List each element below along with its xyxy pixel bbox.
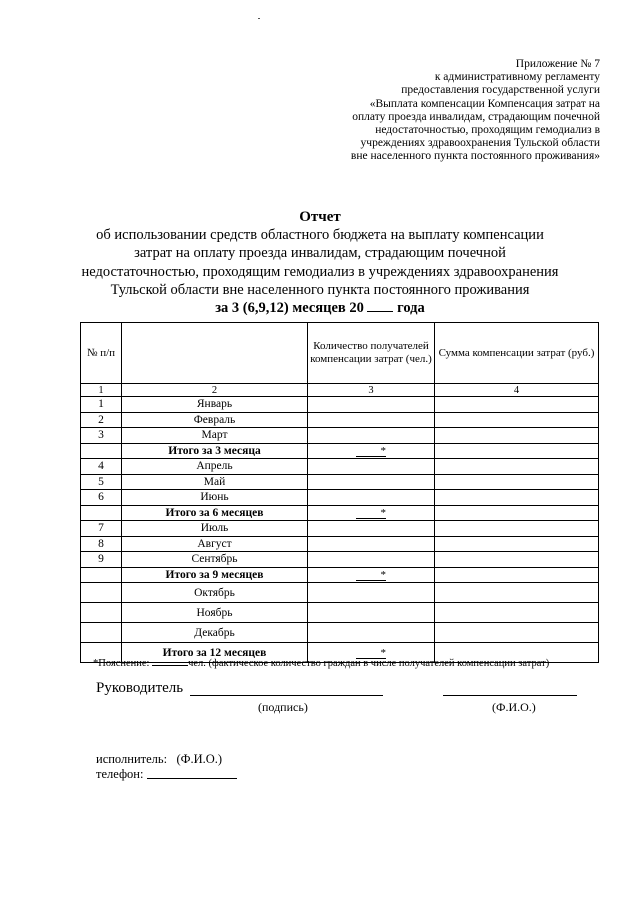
appendix-line: Приложение № 7 [515, 58, 600, 70]
sum-cell[interactable] [435, 490, 599, 506]
heading-line: затрат на оплату проезда инвалидам, страдающим почечной [134, 245, 506, 262]
executor-line [96, 752, 222, 767]
count-cell[interactable] [308, 490, 435, 506]
row-number [81, 603, 122, 623]
count-cell[interactable] [308, 552, 435, 568]
header-count: Количество получателей компенсации затрат (чел.) [308, 323, 435, 384]
row-number [81, 443, 122, 459]
count-cell[interactable] [308, 603, 435, 623]
scan-speck [258, 18, 260, 19]
row-number: 5 [81, 474, 122, 490]
count-cell[interactable] [308, 428, 435, 444]
appendix-block [270, 58, 600, 164]
signature-label: Руководитель [96, 680, 184, 696]
row-number: 9 [81, 552, 122, 568]
row-number [81, 623, 122, 643]
name-line[interactable] [443, 695, 577, 696]
row-number: 6 [81, 490, 122, 506]
table-row [81, 490, 599, 506]
year-blank-field[interactable] [367, 299, 393, 312]
count-cell[interactable] [308, 583, 435, 603]
month-label: Июнь [122, 490, 308, 506]
month-label: Январь [122, 397, 308, 413]
signature-caption: (подпись) [258, 700, 308, 714]
header-name [122, 323, 308, 384]
table-row [81, 521, 599, 537]
month-label: Май [122, 474, 308, 490]
row-number: 1 [81, 397, 122, 413]
count-cell[interactable] [308, 474, 435, 490]
sum-cell[interactable] [435, 428, 599, 444]
report-heading [60, 208, 580, 317]
column-number: 4 [435, 384, 599, 397]
month-label: Сентябрь [122, 552, 308, 568]
column-number: 1 [81, 384, 122, 397]
sum-cell[interactable] [435, 536, 599, 552]
appendix-line: вне населенного пункта постоянного проживания» [350, 150, 600, 163]
report-period [60, 299, 580, 317]
footnote-blank-field[interactable] [152, 656, 188, 666]
period-prefix: за 3 (6,9,12) месяцев 20 [215, 300, 364, 317]
column-number: 2 [122, 384, 308, 397]
total-marker: * [356, 508, 386, 519]
report-title: Отчет [299, 209, 341, 225]
table-row [81, 623, 599, 643]
appendix-line: к административному регламенту [434, 71, 600, 84]
period-suffix: года [397, 300, 425, 317]
table-row [81, 428, 599, 444]
heading-line: недостаточностью, проходящим гемодиализ в учреждениях здравоохранения [81, 263, 559, 280]
sum-cell[interactable] [435, 459, 599, 475]
column-number-row [81, 384, 599, 397]
phone-field[interactable] [147, 778, 237, 779]
month-label: Октябрь [122, 583, 308, 603]
phone-label: телефон: [96, 767, 144, 781]
footnote-text: чел. (фактическое количество граждан в числе получателей компенсации затрат) [188, 658, 550, 669]
table-header-row [81, 323, 599, 384]
total-label: Итого за 3 месяца [122, 443, 308, 459]
sum-cell[interactable] [435, 521, 599, 537]
appendix-line: оплату проезда инвалидам, страдающим почечной [352, 110, 600, 123]
total-marker: * [356, 648, 386, 659]
row-number: 7 [81, 521, 122, 537]
month-label: Июль [122, 521, 308, 537]
total-label: Итого за 6 месяцев [122, 505, 308, 521]
count-cell[interactable] [308, 521, 435, 537]
total-marker: * [356, 446, 386, 457]
table-row [81, 397, 599, 413]
row-number [81, 505, 122, 521]
table-total-row [81, 505, 599, 521]
column-number: 3 [308, 384, 435, 397]
header-num: № п/п [81, 323, 122, 384]
appendix-line: недостаточностью, проходящим гемодиализ в [375, 124, 600, 137]
footnote [93, 656, 549, 669]
row-number [81, 583, 122, 603]
count-cell[interactable] [308, 397, 435, 413]
table-row [81, 474, 599, 490]
table-row [81, 603, 599, 623]
month-label: Декабрь [122, 623, 308, 643]
sum-cell[interactable] [435, 583, 599, 603]
count-cell[interactable] [308, 505, 435, 521]
table-row [81, 459, 599, 475]
month-label: Март [122, 428, 308, 444]
sum-cell[interactable] [435, 443, 599, 459]
table-row [81, 412, 599, 428]
total-label: Итого за 9 месяцев [122, 567, 308, 583]
row-number: 3 [81, 428, 122, 444]
sum-cell[interactable] [435, 397, 599, 413]
month-label: Февраль [122, 412, 308, 428]
row-number: 4 [81, 459, 122, 475]
count-cell[interactable] [308, 567, 435, 583]
sum-cell[interactable] [435, 552, 599, 568]
row-number [81, 567, 122, 583]
table-row [81, 552, 599, 568]
count-cell[interactable] [308, 443, 435, 459]
appendix-line: «Выплата компенсации Компенсация затрат на [369, 97, 600, 110]
heading-line: Тульской области вне населенного пункта постоянного проживания [110, 281, 530, 298]
signature-line[interactable] [190, 695, 383, 696]
table-total-row [81, 567, 599, 583]
name-caption: (Ф.И.О.) [492, 700, 536, 714]
sum-cell[interactable] [435, 505, 599, 521]
heading-line: об использовании средств областного бюджета на выплату компенсации [96, 227, 544, 244]
header-sum: Сумма компенсации затрат (руб.) [435, 323, 599, 384]
sum-cell[interactable] [435, 412, 599, 428]
count-cell[interactable] [308, 536, 435, 552]
table-row [81, 536, 599, 552]
executor-name: (Ф.И.О.) [176, 752, 223, 766]
row-number: 2 [81, 412, 122, 428]
executor-label: исполнитель: [96, 752, 168, 766]
row-number: 8 [81, 536, 122, 552]
footnote-prefix: *Пояснение: [93, 658, 150, 669]
table-total-row [81, 443, 599, 459]
appendix-line: учреждениях здравоохранения Тульской области [360, 137, 600, 150]
sum-cell[interactable] [435, 474, 599, 490]
total-marker: * [356, 570, 386, 581]
sum-cell[interactable] [435, 567, 599, 583]
table-row [81, 583, 599, 603]
count-cell[interactable] [308, 412, 435, 428]
appendix-line: предоставления государственной услуги [401, 84, 600, 97]
month-label: Август [122, 536, 308, 552]
report-table [80, 322, 599, 663]
sum-cell[interactable] [435, 603, 599, 623]
month-label: Апрель [122, 459, 308, 475]
month-label: Ноябрь [122, 603, 308, 623]
count-cell[interactable] [308, 459, 435, 475]
sum-cell[interactable] [435, 623, 599, 643]
count-cell[interactable] [308, 623, 435, 643]
total-label: Итого за 12 месяцев [122, 643, 308, 663]
